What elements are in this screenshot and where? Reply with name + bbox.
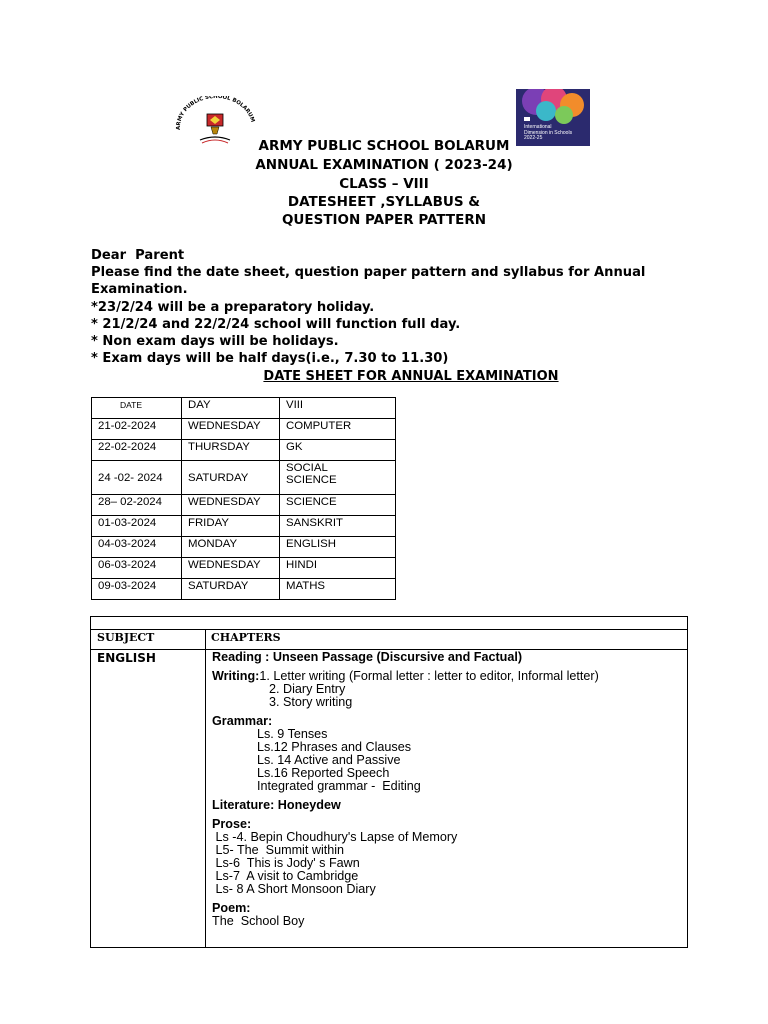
table-row <box>92 419 396 440</box>
row-subject: HINDI <box>280 558 396 579</box>
row-day: SATURDAY <box>182 579 280 600</box>
table-row <box>92 579 396 600</box>
subject-column-header: SUBJECT <box>97 631 155 644</box>
row-date: 24 -02- 2024 <box>92 461 182 495</box>
row-subject: SCIENCE <box>280 495 396 516</box>
parent-letter <box>91 247 711 367</box>
writing-item: 1. Letter writing (Formal letter : letter to editor, Informal letter) <box>259 669 599 683</box>
prose-label: Prose: <box>212 817 252 831</box>
syllabus-table <box>90 616 688 948</box>
grammar-item: Ls. 14 Active and Passive <box>257 753 401 767</box>
row-date: 01-03-2024 <box>92 516 182 537</box>
prose-item: Ls -4. Bepin Choudhury's Lapse of Memory <box>212 830 458 844</box>
header-class: VIII <box>280 398 396 419</box>
grammar-item: Integrated grammar - Editing <box>257 779 421 793</box>
row-subject: SOCIAL SCIENCE <box>280 461 396 495</box>
reading-line: Reading : Unseen Passage (Discursive and Factual) <box>212 650 523 664</box>
row-subject: COMPUTER <box>280 419 396 440</box>
grammar-label: Grammar: <box>212 714 273 728</box>
badge-text: International Dimension in Schools 2022-25 <box>524 124 573 142</box>
row-day: WEDNESDAY <box>182 495 280 516</box>
writing-label: Writing: <box>212 669 260 683</box>
header-date: DATE <box>92 398 182 419</box>
row-day: FRIDAY <box>182 516 280 537</box>
paper-pattern-title: QUESTION PAPER PATTERN <box>281 212 487 228</box>
datesheet-title: DATESHEET ,SYLLABUS & <box>287 194 481 210</box>
english-chapters <box>212 650 682 928</box>
grammar-item: Ls.12 Phrases and Clauses <box>257 740 412 754</box>
grammar-item: Ls.16 Reported Speech <box>257 766 390 780</box>
exam-title: ANNUAL EXAMINATION ( 2023-24) <box>255 157 513 173</box>
table-header-row <box>92 398 396 419</box>
letter-line: Examination. <box>91 282 188 298</box>
row-day: WEDNESDAY <box>182 558 280 579</box>
literature-line: Literature: Honeydew <box>212 798 341 812</box>
grammar-item: Ls. 9 Tenses <box>257 727 328 741</box>
row-date: 09-03-2024 <box>92 579 182 600</box>
row-date: 21-02-2024 <box>92 419 182 440</box>
poem-item: The School Boy <box>212 914 305 928</box>
table-row <box>92 461 396 495</box>
row-day: SATURDAY <box>182 461 280 495</box>
prose-item: Ls-6 This is Jody' s Fawn <box>212 856 360 870</box>
note: *23/2/24 will be a preparatory holiday. <box>91 299 375 315</box>
column-divider <box>205 630 206 947</box>
datesheet-table <box>91 397 396 600</box>
emblem-arc-text: ARMY PUBLIC SCHOOL BOLARUM <box>175 96 256 131</box>
row-subject: ENGLISH <box>280 537 396 558</box>
header-day: DAY <box>182 398 280 419</box>
salutation: Dear Parent <box>91 248 185 263</box>
datesheet-heading: DATE SHEET FOR ANNUAL EXAMINATION <box>263 369 559 384</box>
row-date: 04-03-2024 <box>92 537 182 558</box>
row-day: THURSDAY <box>182 440 280 461</box>
school-name: ARMY PUBLIC SCHOOL BOLARUM <box>258 138 510 154</box>
note: * Non exam days will be holidays. <box>91 334 339 350</box>
table-row <box>92 558 396 579</box>
prose-item: L5- The Summit within <box>212 843 345 857</box>
prose-item: Ls- 8 A Short Monsoon Diary <box>212 882 376 896</box>
row-subject: MATHS <box>280 579 396 600</box>
writing-item: 2. Diary Entry <box>269 682 346 696</box>
chapters-column-header: CHAPTERS <box>211 631 281 644</box>
row-date: 28– 02-2024 <box>92 495 182 516</box>
row-date: 06-03-2024 <box>92 558 182 579</box>
row-subject: GK <box>280 440 396 461</box>
table-row <box>92 516 396 537</box>
letter-line: Please find the date sheet, question paper pattern and syllabus for Annual <box>91 265 646 281</box>
note: * Exam days will be half days(i.e., 7.30 to 11.30) <box>91 351 449 367</box>
table-row <box>92 495 396 516</box>
prose-item: Ls-7 A visit to Cambridge <box>212 869 359 883</box>
table-row <box>92 537 396 558</box>
row-day: WEDNESDAY <box>182 419 280 440</box>
table-row <box>92 440 396 461</box>
row-date: 22-02-2024 <box>92 440 182 461</box>
table-top-strip <box>91 617 687 630</box>
row-subject: SANSKRIT <box>280 516 396 537</box>
note: * 21/2/24 and 22/2/24 school will function full day. <box>91 316 461 332</box>
row-day: MONDAY <box>182 537 280 558</box>
class-title: CLASS – VIII <box>339 176 429 192</box>
poem-label: Poem: <box>212 901 251 915</box>
subject-name: ENGLISH <box>97 651 156 665</box>
writing-item: 3. Story writing <box>269 695 353 709</box>
